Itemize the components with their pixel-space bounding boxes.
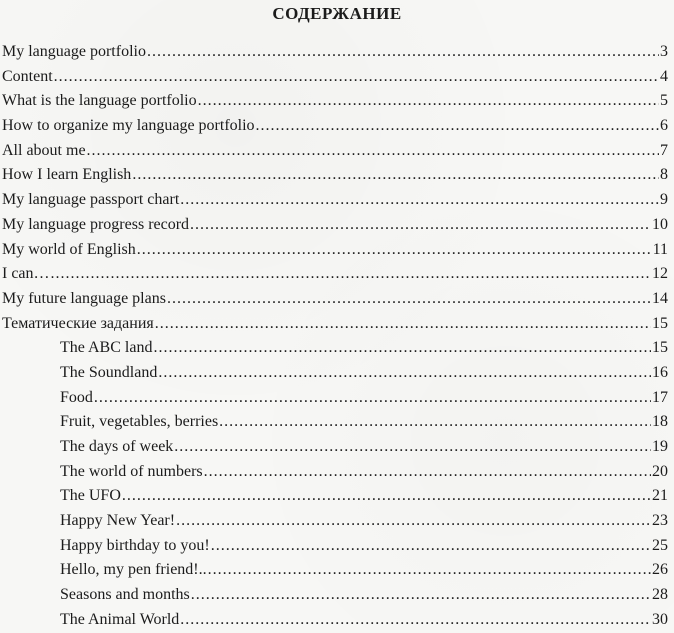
- toc-entry-title: Seasons and months: [60, 586, 190, 604]
- toc-leader-dots: [51, 262, 651, 287]
- toc-entry-title: Food: [60, 388, 93, 406]
- toc-leader-dots: [180, 188, 659, 213]
- toc-page-number: 5: [660, 92, 668, 110]
- toc-entry-title: What is the language portfolio: [2, 92, 197, 110]
- toc-page-number: 6: [660, 117, 668, 135]
- toc-page-number: 23: [652, 512, 668, 530]
- toc-page-number: 19: [652, 438, 668, 455]
- page-title: СОДЕРЖАНИЕ: [272, 4, 402, 23]
- toc-page-number: 9: [660, 191, 668, 209]
- toc-entry-title: Hello, my pen friend!..: [60, 561, 207, 579]
- toc-entry: [2, 262, 668, 287]
- toc-leader-dots: [167, 287, 651, 312]
- toc-entry-title: Content: [2, 67, 53, 85]
- toc-page-number: 18: [652, 413, 668, 431]
- toc-page-number: 20: [652, 462, 668, 480]
- toc-entry: [2, 558, 668, 583]
- toc-entry: [2, 139, 668, 164]
- toc-page-number: 15: [652, 314, 668, 332]
- toc-page-number: 15: [652, 339, 668, 357]
- toc-leader-dots: [87, 139, 659, 164]
- toc-entry: [2, 583, 668, 608]
- toc-entry-title: The Animal World: [60, 610, 180, 628]
- toc-page-number: 28: [652, 586, 668, 604]
- toc-entry-title: Fruit, vegetables, berries: [60, 413, 219, 431]
- toc-entry: [2, 238, 668, 263]
- toc-entry: [2, 435, 668, 460]
- toc-leader-dots: [256, 114, 659, 139]
- toc-entry-title: My world of English: [2, 240, 136, 258]
- toc-leader-dots: [54, 65, 659, 90]
- toc-entry: [2, 213, 668, 238]
- toc-entry-title: My language progress record: [2, 215, 190, 233]
- table-of-contents: [2, 40, 668, 633]
- toc-page-number: 21: [652, 487, 668, 505]
- toc-leader-dots: [208, 558, 651, 583]
- toc-page-number: 8: [660, 166, 668, 184]
- toc-leader-dots: [198, 89, 659, 114]
- toc-entry: [2, 484, 668, 509]
- toc-entry: [2, 386, 668, 411]
- toc-entry-title: My language portfolio: [2, 43, 146, 60]
- toc-leader-dots: [153, 336, 651, 361]
- toc-page-number: 14: [652, 289, 668, 307]
- toc-leader-dots: [122, 484, 651, 509]
- toc-page-number: 26: [652, 561, 668, 579]
- toc-entry: [2, 89, 668, 114]
- toc-entry: [2, 608, 668, 633]
- toc-entry: [2, 410, 668, 435]
- toc-entry-title: How to organize my language portfolio: [2, 117, 255, 135]
- toc-entry-title: Happy New Year!: [60, 512, 176, 530]
- toc-page-number: 3: [660, 43, 668, 60]
- toc-entry-title: My language passport chart: [2, 191, 180, 209]
- toc-leader-dots: [191, 583, 651, 608]
- toc-leader-dots: [204, 460, 651, 485]
- toc-entry-title: I can…: [2, 265, 50, 283]
- toc-entry-title: All about me: [2, 141, 86, 159]
- toc-entry-title: My future language plans: [2, 289, 166, 307]
- toc-entry: [2, 188, 668, 213]
- toc-entry: [2, 509, 668, 534]
- toc-entry: [2, 40, 668, 65]
- toc-page-number: 16: [652, 363, 668, 381]
- toc-leader-dots: [219, 410, 651, 435]
- toc-page-number: 7: [660, 141, 668, 159]
- toc-page-number: 12: [652, 265, 668, 283]
- toc-entry: [2, 460, 668, 485]
- toc-leader-dots: [176, 509, 651, 534]
- toc-leader-dots: [190, 213, 651, 238]
- toc-entry: [2, 287, 668, 312]
- toc-entry: [2, 336, 668, 361]
- toc-leader-dots: [158, 361, 651, 386]
- toc-entry-title: Тематические задания: [2, 314, 154, 332]
- toc-page-number: 10: [652, 215, 668, 233]
- toc-leader-dots: [174, 435, 651, 460]
- toc-entry: [2, 163, 668, 188]
- toc-leader-dots: [211, 534, 651, 559]
- toc-page-number: 11: [652, 240, 668, 258]
- toc-entry: [2, 312, 668, 337]
- toc-page-number: 25: [652, 536, 668, 554]
- toc-leader-dots: [180, 608, 651, 633]
- toc-entry: [2, 65, 668, 90]
- toc-entry-title: The ABC land: [60, 339, 153, 357]
- toc-entry-title: The days of week: [60, 438, 174, 455]
- toc-leader-dots: [147, 40, 659, 65]
- toc-leader-dots: [155, 312, 651, 337]
- toc-page-number: 30: [652, 610, 668, 628]
- toc-entry: [2, 534, 668, 559]
- toc-leader-dots: [94, 386, 651, 411]
- toc-entry-title: The world of numbers: [60, 462, 203, 480]
- toc-page-number: 4: [660, 67, 668, 85]
- toc-entry-title: How I learn English: [2, 166, 132, 184]
- toc-page-number: 17: [652, 388, 668, 406]
- toc-entry-title: The UFO: [60, 487, 121, 505]
- toc-entry-title: Happy birthday to you!: [60, 536, 210, 554]
- toc-entry: [2, 114, 668, 139]
- toc-entry-title: The Soundland: [60, 363, 158, 381]
- toc-leader-dots: [132, 163, 659, 188]
- toc-entry: [2, 361, 668, 386]
- toc-leader-dots: [137, 238, 652, 263]
